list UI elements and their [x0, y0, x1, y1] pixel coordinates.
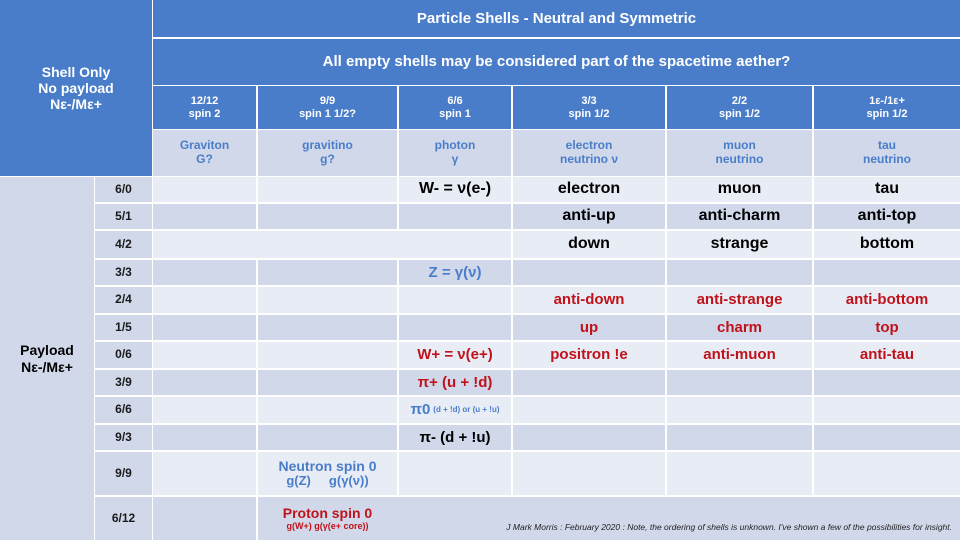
empty-cell	[153, 397, 256, 423]
cell-muon: muon	[667, 177, 812, 202]
col-count: 6/6	[447, 94, 463, 107]
empty-cell	[399, 315, 511, 340]
cell-positron: positron !e	[513, 342, 665, 368]
col-count: 3/3	[581, 94, 597, 107]
row-label: 2/4	[95, 287, 152, 313]
row-label: 4/2	[95, 231, 152, 258]
row-label: 0/6	[95, 342, 152, 368]
neutron-title: Neutron spin 0	[278, 457, 377, 474]
col-header-6-6	[399, 86, 511, 129]
pi-zero-label: π0	[410, 401, 431, 419]
empty-cell	[814, 260, 960, 285]
cell-anti-bottom: anti-bottom	[814, 287, 960, 313]
cell-down: down	[513, 231, 665, 258]
slide-title: Particle Shells - Neutral and Symmetric	[153, 0, 960, 37]
row-label: 9/3	[95, 425, 152, 450]
empty-cell	[513, 260, 665, 285]
slide-subtitle: All empty shells may be considered part of the spacetime aether?	[153, 39, 960, 85]
cell-pi-plus: π+ (u + !d)	[399, 370, 511, 395]
shell-name-gravitino: gravitino g?	[258, 130, 397, 176]
col-header-1e	[814, 86, 960, 129]
footnote: J Mark Morris : February 2020 : Note, the ordering of shells is unknown. I've shown a few of the possibilities for insight.	[506, 522, 952, 532]
cell-proton	[258, 497, 397, 540]
row-label: 5/1	[95, 204, 152, 229]
empty-cell	[153, 497, 256, 540]
row-label: 3/9	[95, 370, 152, 395]
col-header-2-2	[667, 86, 812, 129]
empty-cell	[153, 231, 511, 258]
cell-z-boson: Z = γ(ν)	[399, 260, 511, 285]
col-spin: spin 2	[188, 107, 221, 120]
cell-bottom: bottom	[814, 231, 960, 258]
pi-zero-detail: (d + !d) or (u + !u)	[433, 405, 500, 415]
shell-name-muon-neutrino: muon neutrino	[667, 130, 812, 176]
col-spin: spin 1/2	[719, 107, 760, 120]
row-label: 6/6	[95, 397, 152, 423]
empty-cell	[258, 397, 397, 423]
shell-name-electron-neutrino: electron neutrino ν	[513, 130, 665, 176]
empty-cell	[667, 397, 812, 423]
empty-cell	[814, 425, 960, 450]
empty-cell	[258, 425, 397, 450]
empty-cell	[153, 204, 256, 229]
row-label: 6/12	[95, 497, 152, 540]
row-label: 6/0	[95, 177, 152, 202]
cell-anti-top: anti-top	[814, 204, 960, 229]
proton-title: Proton spin 0	[282, 505, 373, 522]
col-spin: spin 1/2	[568, 107, 610, 120]
col-count: 9/9	[319, 94, 336, 107]
shell-name-photon: photon γ	[399, 130, 511, 176]
empty-cell	[814, 370, 960, 395]
proton-detail: g(W+) g(γ(e+ core))	[286, 521, 369, 532]
cell-anti-tau: anti-tau	[814, 342, 960, 368]
empty-cell	[258, 370, 397, 395]
shell-only-label: Shell Only No payload Nε-/Mε+	[0, 0, 152, 176]
cell-pi-zero	[399, 397, 511, 423]
row-label: 3/3	[95, 260, 152, 285]
empty-cell	[153, 370, 256, 395]
empty-cell	[399, 204, 511, 229]
empty-cell	[153, 177, 256, 202]
empty-cell	[153, 287, 256, 313]
col-count: 1ε-/1ε+	[869, 94, 905, 107]
empty-cell	[667, 452, 812, 495]
cell-w-plus: W+ = ν(e+)	[399, 342, 511, 368]
col-spin: spin 1/2	[866, 107, 908, 120]
empty-cell	[399, 287, 511, 313]
empty-cell	[153, 425, 256, 450]
cell-strange: strange	[667, 231, 812, 258]
col-header-9-9	[258, 86, 397, 129]
col-header-12-12	[153, 86, 256, 129]
shell-name-graviton: Graviton G?	[153, 130, 256, 176]
empty-cell	[153, 315, 256, 340]
empty-cell	[258, 204, 397, 229]
empty-cell	[399, 452, 511, 495]
payload-label: Payload Nε-/Mε+	[0, 177, 94, 540]
cell-anti-muon: anti-muon	[667, 342, 812, 368]
empty-cell	[258, 342, 397, 368]
empty-cell	[667, 370, 812, 395]
empty-cell	[258, 177, 397, 202]
empty-cell	[258, 260, 397, 285]
empty-cell	[814, 452, 960, 495]
col-count: 2/2	[731, 94, 748, 107]
empty-cell	[153, 452, 256, 495]
row-label: 9/9	[95, 452, 152, 495]
cell-pi-minus: π- (d + !u)	[399, 425, 511, 450]
empty-cell	[153, 260, 256, 285]
empty-cell	[814, 397, 960, 423]
empty-cell	[513, 452, 665, 495]
cell-anti-charm: anti-charm	[667, 204, 812, 229]
col-spin: spin 1 1/2?	[299, 107, 356, 120]
empty-cell	[667, 260, 812, 285]
cell-tau: tau	[814, 177, 960, 202]
empty-cell	[513, 370, 665, 395]
empty-cell	[258, 315, 397, 340]
shell-name-tau-neutrino: tau neutrino	[814, 130, 960, 176]
col-header-3-3	[513, 86, 665, 129]
cell-top: top	[814, 315, 960, 340]
cell-anti-strange: anti-strange	[667, 287, 812, 313]
cell-anti-up: anti-up	[513, 204, 665, 229]
empty-cell	[153, 342, 256, 368]
row-label: 1/5	[95, 315, 152, 340]
cell-charm: charm	[667, 315, 812, 340]
neutron-detail: g(Z) g(γ(ν))	[286, 473, 369, 489]
empty-cell	[513, 425, 665, 450]
cell-electron: electron	[513, 177, 665, 202]
empty-cell	[667, 425, 812, 450]
col-spin: spin 1	[439, 107, 471, 120]
empty-cell	[258, 287, 397, 313]
cell-neutron	[258, 452, 397, 495]
col-count: 12/12	[190, 94, 219, 107]
cell-up: up	[513, 315, 665, 340]
empty-cell	[513, 397, 665, 423]
cell-anti-down: anti-down	[513, 287, 665, 313]
cell-w-minus: W- = ν(e-)	[399, 177, 511, 202]
